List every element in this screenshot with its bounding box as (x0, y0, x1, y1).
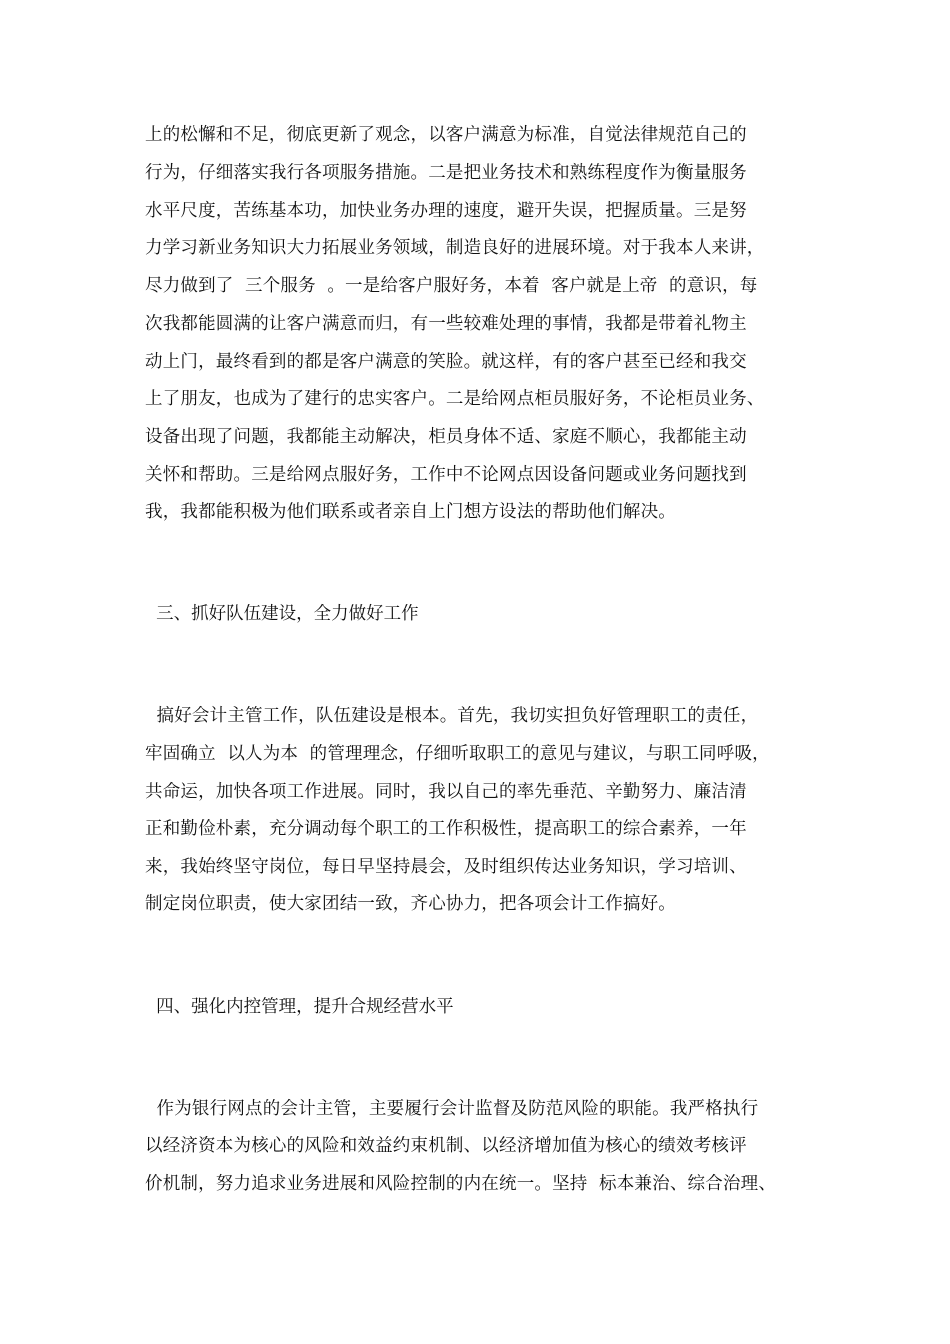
paragraph-3-line-1: 作为银行网点的会计主管，主要履行会计监督及防范风险的职能。我严格执行 (145, 1099, 759, 1119)
paragraph-1-line-3: 水平尺度，苦练基本功，加快业务办理的速度，避开失误，把握质量。三是努 (145, 201, 747, 221)
paragraph-3-line-3: 价机制，努力追求业务进展和风险控制的内在统一。坚持 标本兼治、综合治理、 (145, 1174, 777, 1194)
section-heading-4: 四、强化内控管理，提升合规经营水平 (145, 997, 454, 1017)
paragraph-2-line-4: 正和勤俭朴素，充分调动每个职工的工作积极性，提高职工的综合素养，一年 (145, 819, 747, 839)
paragraph-1-line-10: 关怀和帮助。三是给网点服好务，工作中不论网点因设备问题或业务问题找到 (145, 465, 747, 485)
paragraph-1-line-8: 上了朋友，也成为了建行的忠实客户。二是给网点柜员服好务，不论柜员业务、 (145, 389, 765, 409)
paragraph-1-line-2: 行为，仔细落实我行各项服务措施。二是把业务技术和熟练程度作为衡量服务 (145, 163, 747, 183)
paragraph-1-line-7: 动上门，最终看到的都是客户满意的笑脸。就这样，有的客户甚至已经和我交 (145, 352, 747, 372)
paragraph-2-line-2: 牢固确立 以人为本 的管理理念，仔细听取职工的意见与建议，与职工同呼吸， (145, 744, 770, 764)
paragraph-1-line-4: 力学习新业务知识大力拓展业务领域，制造良好的进展环境。对于我本人来讲， (145, 238, 765, 258)
paragraph-2-line-5: 来，我始终坚守岗位，每日早坚持晨会，及时组织传达业务知识，学习培训、 (145, 857, 747, 877)
paragraph-1-line-1: 上的松懈和不足，彻底更新了观念，以客户满意为标准，自觉法律规范自己的 (145, 125, 747, 145)
paragraph-1-line-6: 次我都能圆满的让客户满意而归，有一些较难处理的事情，我都是带着礼物主 (145, 314, 747, 334)
section-heading-3: 三、抓好队伍建设，全力做好工作 (145, 604, 419, 624)
paragraph-3-line-2: 以经济资本为核心的风险和效益约束机制、以经济增加值为核心的绩效考核评 (145, 1136, 747, 1156)
paragraph-1-line-5: 尽力做到了 三个服务 。一是给客户服好务，本着 客户就是上帝 的意识，每 (145, 276, 758, 296)
paragraph-1-line-9: 设备出现了问题，我都能主动解决，柜员身体不适、家庭不顺心，我都能主动 (145, 427, 747, 447)
paragraph-2-line-6: 制定岗位职责，使大家团结一致，齐心协力，把各项会计工作搞好。 (145, 894, 676, 914)
paragraph-2-line-1: 搞好会计主管工作，队伍建设是根本。首先，我切实担负好管理职工的责任， (145, 706, 759, 726)
paragraph-2-line-3: 共命运，加快各项工作进展。同时，我以自己的率先垂范、辛勤努力、廉洁清 (145, 782, 747, 802)
paragraph-1-line-11: 我，我都能积极为他们联系或者亲自上门想方设法的帮助他们解决。 (145, 502, 676, 522)
